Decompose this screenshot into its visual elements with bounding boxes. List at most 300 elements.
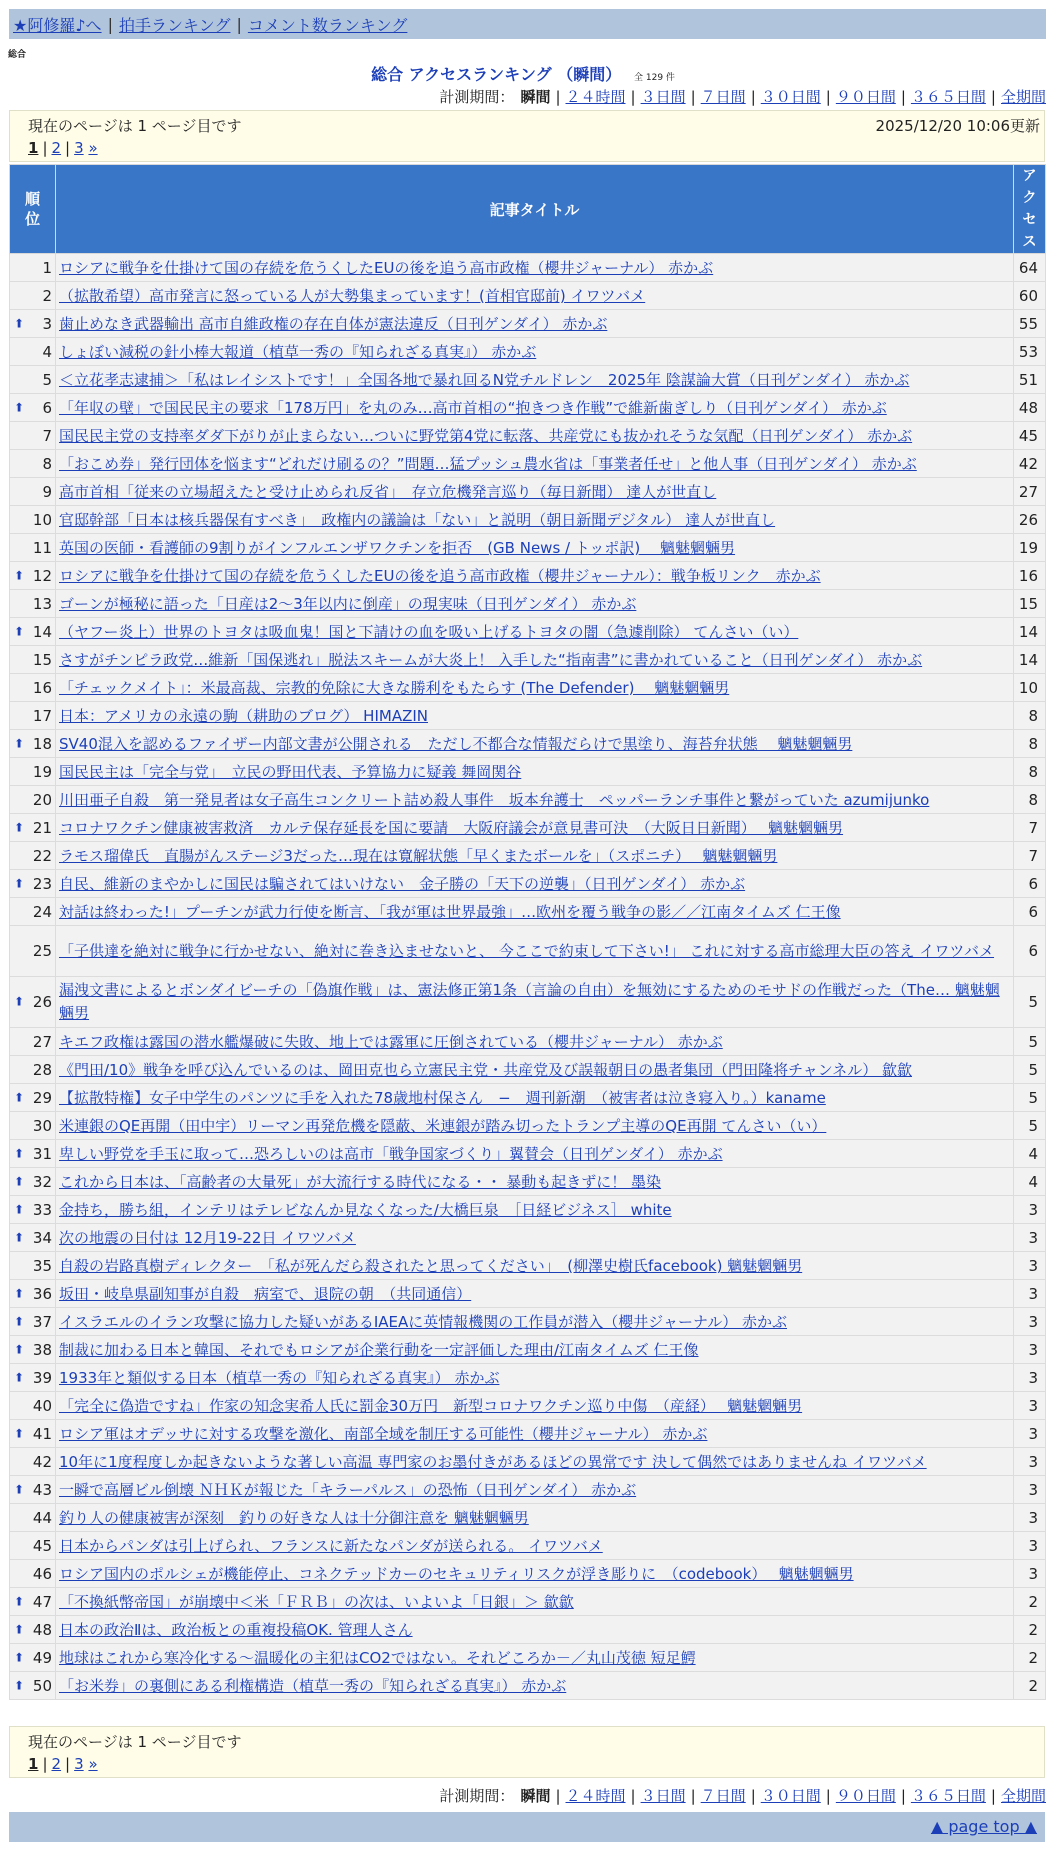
rank-cell [10, 842, 56, 870]
access-count: 48 [1014, 394, 1046, 422]
title-cell [56, 702, 1014, 730]
title-cell [56, 1280, 1014, 1308]
access-count: 3 [1014, 1196, 1046, 1224]
article-title-link[interactable]: 「子供達を絶対に戦争に行かせない、絶対に巻き込ませないと、 今ここで約束して下さい!」 これに対する高市総理大臣の答え イワツバメ [59, 941, 995, 960]
comment-ranking-link[interactable]: コメント数ランキング [247, 15, 408, 35]
period-separator: | [900, 1787, 906, 1805]
rank-cell [10, 786, 56, 814]
access-count: 3 [1014, 1308, 1046, 1336]
table-row [10, 394, 1046, 422]
article-title-link[interactable]: 対話は終わった!」プーチンが武力行使を断言、「我が軍は世界最強」…欧州を覆う戦争の影／／江南タイムズ 仁王像 [59, 903, 841, 921]
article-title-link[interactable]: 金持ち，勝ち組，インテリはテレビなんか見なくなった/大橋巨泉 ［日経ビジネス］ white [59, 1201, 672, 1219]
arrow-up-icon: ⬆ [14, 1369, 25, 1384]
period-link[interactable]: ３日間 [640, 1787, 686, 1805]
access-count: 3 [1014, 1224, 1046, 1252]
article-title-link[interactable]: コロナワクチン健康被害救済 カルテ保存延長を国に要請 大阪府議会が意見書可決 （大阪日日新聞） 魑魅魍魎男 [59, 819, 844, 837]
ranking-table [9, 164, 1046, 1700]
article-title-link[interactable]: 米連銀のQE再開（田中宇）リーマン再発危機を隠蔽、米連銀が踏み切ったトランプ主導のQE再開 てんさい（い） [59, 1117, 827, 1135]
period-link[interactable]: ２４時間 [565, 1787, 626, 1805]
title-cell [56, 450, 1014, 478]
access-count: 5 [1014, 1056, 1046, 1084]
title-cell [56, 618, 1014, 646]
rank-cell [10, 1364, 56, 1392]
access-count: 8 [1014, 730, 1046, 758]
rank-number: 6 [42, 398, 52, 417]
arrow-up-icon: ⬆ [14, 735, 25, 750]
table-row [10, 1112, 1046, 1140]
period-label: 計測期間： [439, 1787, 515, 1805]
arrow-up-icon: ⬆ [14, 819, 25, 834]
rank-number: 34 [32, 1228, 52, 1247]
arrow-up-icon: ⬆ [14, 1425, 25, 1440]
rank-cell [10, 730, 56, 758]
arrow-up-icon: ⬆ [14, 994, 25, 1009]
rank-number: 12 [32, 566, 52, 585]
table-row [10, 1140, 1046, 1168]
article-title-link[interactable]: ＜立花孝志逮捕＞「私はレイシストです！」全国各地で暴れ回るN党チルドレン 2025年 陰謀論大賞（日刊ゲンダイ） 赤かぶ [59, 371, 910, 389]
table-row [10, 786, 1046, 814]
title-cell [56, 1140, 1014, 1168]
pager-current-page[interactable]: 1 [28, 139, 39, 157]
updated-timestamp: 2025/12/20 10:06更新 [875, 117, 1040, 135]
rank-number: 15 [32, 650, 52, 669]
article-title-link[interactable]: 自殺の岩路真樹ディレクター 「私が死んだら殺されたと思ってください」 (柳澤史樹氏facebook) 魑魅魍魎男 [59, 1257, 803, 1275]
rank-cell [10, 534, 56, 562]
period-separator: | [690, 88, 696, 106]
article-title-link[interactable]: 自民、維新のまやかしに国民は騙されてはいけない 金子勝の「天下の逆襲」（日刊ゲンダイ） 赤かぶ [59, 875, 746, 893]
access-count: 14 [1014, 618, 1046, 646]
rank-cell [10, 422, 56, 450]
rank-cell [10, 1308, 56, 1336]
access-count: 3 [1014, 1420, 1046, 1448]
period-separator: | [750, 1787, 756, 1805]
page-info-top [9, 110, 1045, 162]
rank-number: 29 [32, 1088, 52, 1107]
rank-number: 3 [42, 314, 52, 333]
pager [28, 139, 98, 157]
rank-number: 4 [42, 342, 52, 361]
table-row [10, 926, 1046, 977]
rank-number: 39 [32, 1368, 52, 1387]
table-row [10, 1420, 1046, 1448]
title-cell [56, 254, 1014, 282]
rank-cell [10, 1168, 56, 1196]
rank-cell [10, 394, 56, 422]
period-link[interactable]: ９０日間 [835, 1787, 896, 1805]
access-count: 5 [1014, 1028, 1046, 1056]
article-title-link[interactable]: 「おこめ券」発行団体を悩ます“どれだけ刷るの？”問題…猛プッシュ農水省は「事業者任せ」と他人事（日刊ゲンダイ） 赤かぶ [59, 455, 917, 473]
article-title-link[interactable]: ロシアに戦争を仕掛けて国の存続を危うくしたEUの後を追う高市政権（櫻井ジャーナル） 赤かぶ [59, 259, 714, 277]
pager-next-link[interactable]: » [88, 1755, 98, 1773]
article-title-link[interactable]: ゴーンが極秘に語った「日産は2～3年以内に倒産」の現実味（日刊ゲンダイ） 赤かぶ [59, 595, 637, 613]
footer-bar [9, 1812, 1045, 1842]
title-cell [56, 1644, 1014, 1672]
article-title-link[interactable]: 川田亜子自殺 第一発見者は女子高生コンクリート詰め殺人事件 坂本弁護士 ペッパーランチ事件と繋がっていた azumijunko [59, 791, 930, 809]
table-row [10, 702, 1046, 730]
rank-cell [10, 1084, 56, 1112]
access-count: 3 [1014, 1532, 1046, 1560]
table-row [10, 450, 1046, 478]
page-top-link[interactable]: ▲ page top ▲ [930, 1817, 1037, 1836]
article-title-link[interactable]: 「年収の壁」で国民民主の要求「178万円」を丸のみ…高市首相の“抱きつき作戦”で維新歯ぎしり（日刊ゲンダイ） 赤かぶ [59, 399, 887, 417]
arrow-up-icon: ⬆ [14, 1621, 25, 1636]
article-title-link[interactable]: 一瞬で高層ビル倒壊 ＮＨＫが報じた「キラーパルス」の恐怖（日刊ゲンダイ） 赤かぶ [59, 1481, 637, 1499]
rank-number: 18 [32, 734, 52, 753]
article-title-link[interactable]: 日本からパンダは引上げられ、フランスに新たなパンダが送られる。 イワツバメ [59, 1537, 603, 1555]
rank-number: 43 [32, 1480, 52, 1499]
article-title-link[interactable]: 国民民主は「完全与党」 立民の野田代表、予算協力に疑義 舞岡関谷 [59, 763, 522, 781]
article-title-link[interactable]: イスラエルのイラン攻撃に協力した疑いがあるIAEAに英情報機関の工作員が潜入（櫻井ジャーナル） 赤かぶ [59, 1313, 787, 1331]
rank-number: 37 [32, 1312, 52, 1331]
pager-page-link[interactable]: 2 [51, 139, 62, 157]
table-row [10, 1616, 1046, 1644]
access-count: 6 [1014, 898, 1046, 926]
article-title-link[interactable]: これから日本は、「高齢者の大量死」が大流行する時代になる・・ 暴動も起きずに！ 墨染 [59, 1173, 662, 1191]
rank-cell [10, 310, 56, 338]
rank-cell [10, 977, 56, 1028]
article-title-link[interactable]: 「チェックメイト」：米最高裁、宗教的免除に大きな勝利をもたらす (The Defender) 魑魅魍魎男 [59, 679, 730, 697]
title-cell [56, 1224, 1014, 1252]
column-header-access: アクセス [1014, 165, 1046, 254]
top-nav-bar [9, 9, 1046, 39]
title-cell [56, 1168, 1014, 1196]
article-title-link[interactable]: 日本の政治Ⅱは、政治板との重複投稿OK. 管理人さん [59, 1621, 413, 1639]
access-count: 19 [1014, 534, 1046, 562]
title-cell [56, 977, 1014, 1028]
period-separator: | [630, 88, 636, 106]
table-row [10, 646, 1046, 674]
rank-cell [10, 1028, 56, 1056]
column-header-title: 記事タイトル [56, 165, 1014, 254]
access-count: 2 [1014, 1616, 1046, 1644]
rank-cell [10, 590, 56, 618]
rank-number: 1 [42, 258, 52, 277]
title-cell [56, 786, 1014, 814]
table-row [10, 1280, 1046, 1308]
table-row [10, 1364, 1046, 1392]
arrow-up-icon: ⬆ [14, 567, 25, 582]
article-title-link[interactable]: 英国の医師・看護師の9割りがインフルエンザワクチンを拒否 (GB News / トッポ訳) 魑魅魍魎男 [59, 539, 736, 557]
table-row [10, 1028, 1046, 1056]
arrow-up-icon: ⬆ [14, 1201, 25, 1216]
rank-number: 48 [32, 1620, 52, 1639]
title-cell [56, 1364, 1014, 1392]
rank-cell [10, 1448, 56, 1476]
period-separator: | [825, 1787, 831, 1805]
rank-number: 10 [32, 510, 52, 529]
title-cell [56, 1308, 1014, 1336]
access-count: 3 [1014, 1280, 1046, 1308]
article-title-link[interactable]: 「完全に偽造ですね」作家の知念実希人氏に罰金30万円 新型コロナワクチン巡り中傷 （産経） 魑魅魍魎男 [59, 1397, 803, 1415]
table-row [10, 618, 1046, 646]
table-row [10, 1196, 1046, 1224]
arrow-up-icon: ⬆ [14, 1285, 25, 1300]
category-label: 総合 [8, 50, 27, 60]
title-cell [56, 1112, 1014, 1140]
rank-number: 30 [32, 1116, 52, 1135]
pager-separator: | [42, 139, 48, 157]
article-title-link[interactable]: 《門田/10》戦争を呼び込んでいるのは、岡田克也ら立憲民主党・共産党及び誤報朝日の愚者集団（門田隆将チャンネル） 歙歙 [59, 1061, 913, 1079]
table-row [10, 898, 1046, 926]
period-link[interactable]: ７日間 [700, 88, 746, 106]
access-count: 64 [1014, 254, 1046, 282]
nav-separator: | [107, 14, 113, 34]
table-row [10, 1560, 1046, 1588]
article-title-link[interactable]: （拡散希望）高市発言に怒っている人が大勢集まっています！(首相官邸前) イワツバメ [59, 287, 646, 305]
rank-cell [10, 1280, 56, 1308]
rank-cell [10, 1112, 56, 1140]
article-title-link[interactable]: 高市首相「従来の立場超えたと受け止められ反省」 存立危機発言巡り（毎日新聞） 達人が世直し [59, 483, 717, 501]
current-page-text: 現在のページは 1 ページ目です [28, 1733, 242, 1751]
period-separator: | [990, 88, 996, 106]
rank-number: 9 [42, 482, 52, 501]
rank-number: 35 [32, 1256, 52, 1275]
article-title-link[interactable]: しょぼい減税の針小棒大報道（植草一秀の『知られざる真実』） 赤かぶ [59, 343, 537, 361]
rank-number: 33 [32, 1200, 52, 1219]
article-title-link[interactable]: 「お米券」の裏側にある利権構造（植草一秀の『知られざる真実』） 赤かぶ [59, 1677, 567, 1695]
access-count: 3 [1014, 1560, 1046, 1588]
rank-cell [10, 1196, 56, 1224]
title-cell [56, 1252, 1014, 1280]
article-title-link[interactable]: 歯止めなき武器輸出 高市自維政権の存在自体が憲法違反（日刊ゲンダイ） 赤かぶ [59, 315, 608, 333]
rank-number: 46 [32, 1564, 52, 1583]
rank-number: 45 [32, 1536, 52, 1555]
access-count: 7 [1014, 842, 1046, 870]
title-cell [56, 814, 1014, 842]
table-row [10, 1084, 1046, 1112]
rank-number: 40 [32, 1396, 52, 1415]
table-row [10, 282, 1046, 310]
rank-number: 11 [32, 538, 52, 557]
table-row [10, 977, 1046, 1028]
rank-cell [10, 898, 56, 926]
table-row [10, 814, 1046, 842]
title-cell [56, 478, 1014, 506]
access-count: 10 [1014, 674, 1046, 702]
article-title-link[interactable]: 漏洩文書によるとボンダイビーチの「偽旗作戦」は、憲法修正第1条（言論の自由）を無効にするためのモサドの作戦だった（The… 魑魅魍魎男 [59, 981, 1000, 1022]
table-row [10, 674, 1046, 702]
access-count: 4 [1014, 1140, 1046, 1168]
rank-cell [10, 926, 56, 977]
rank-cell [10, 506, 56, 534]
access-count: 27 [1014, 478, 1046, 506]
rank-cell [10, 1140, 56, 1168]
article-title-link[interactable]: 【拡散特権】女子中学生のパンツに手を入れた78歳地村保さん − 週刊新潮 （被害者は泣き寝入り。）kaname [59, 1089, 826, 1107]
article-title-link[interactable]: ロシアに戦争を仕掛けて国の存続を危うくしたEUの後を追う高市政権（櫻井ジャーナル）：戦争板リンク 赤かぶ [59, 567, 821, 585]
rank-cell [10, 1224, 56, 1252]
pager-separator: | [65, 1755, 71, 1773]
pager-page-link[interactable]: 3 [74, 139, 84, 157]
article-title-link[interactable]: （ヤフー炎上）世界のトヨタは吸血鬼！国と下請けの血を吸い上げるトヨタの闇（急遽削除） てんさい（い） [59, 623, 799, 641]
rank-number: 27 [32, 1032, 52, 1051]
access-count: 6 [1014, 926, 1046, 977]
table-row [10, 1224, 1046, 1252]
access-count: 45 [1014, 422, 1046, 450]
article-title-link[interactable]: さすがチンピラ政党…維新「国保逃れ」脱法スキームが大炎上！ 入手した“指南書”に書かれていること（日刊ゲンダイ） 赤かぶ [59, 651, 923, 669]
access-count: 8 [1014, 786, 1046, 814]
access-count: 26 [1014, 506, 1046, 534]
rank-cell [10, 814, 56, 842]
rank-cell [10, 1420, 56, 1448]
access-count: 3 [1014, 1364, 1046, 1392]
article-title-link[interactable]: 1933年と類似する日本（植草一秀の『知られざる真実』） 赤かぶ [59, 1369, 500, 1387]
rank-number: 19 [32, 762, 52, 781]
rank-number: 14 [32, 622, 52, 641]
article-title-link[interactable]: 制裁に加わる日本と韓国、それでもロシアが企業行動を一定評価した理由/江南タイムズ 仁王像 [59, 1341, 699, 1359]
table-row [10, 1504, 1046, 1532]
access-count: 8 [1014, 702, 1046, 730]
rank-cell [10, 1672, 56, 1700]
table-row [10, 1588, 1046, 1616]
rank-number: 28 [32, 1060, 52, 1079]
rank-number: 26 [32, 992, 52, 1011]
arrow-up-icon: ⬆ [14, 1173, 25, 1188]
rank-number: 44 [32, 1508, 52, 1527]
article-title-link[interactable]: 釣り人の健康被害が深刻 釣りの好きな人は十分御注意を 魑魅魍魎男 [59, 1509, 529, 1527]
access-count: 6 [1014, 870, 1046, 898]
title-cell [56, 366, 1014, 394]
pager-next-link[interactable]: » [88, 139, 98, 157]
period-separator: | [990, 1787, 996, 1805]
article-title-link[interactable]: ロシア国内のポルシェが機能停止、コネクテッドカーのセキュリティリスクが浮き彫りに （codebook） 魑魅魍魎男 [59, 1565, 854, 1583]
arrow-up-icon: ⬆ [14, 315, 25, 330]
article-title-link[interactable]: ロシア軍はオデッサに対する攻撃を激化、南部全域を制圧する可能性（櫻井ジャーナル） 赤かぶ [59, 1425, 708, 1443]
rank-number: 8 [42, 454, 52, 473]
title-cell [56, 1056, 1014, 1084]
access-count: 14 [1014, 646, 1046, 674]
access-count: 5 [1014, 1112, 1046, 1140]
article-title-link[interactable]: 国民民主党の支持率ダダ下がりが止まらない…ついに野党第4党に転落、共産党にも抜かれそうな気配（日刊ゲンダイ） 赤かぶ [59, 427, 913, 445]
title-cell [56, 282, 1014, 310]
article-title-link[interactable]: 卑しい野党を手玉に取って…恐ろしいのは高市「戦争国家づくり」翼賛会（日刊ゲンダイ） 赤かぶ [59, 1145, 723, 1163]
rank-cell [10, 1616, 56, 1644]
column-header-rank: 順位 [10, 165, 56, 254]
title-cell [56, 1420, 1014, 1448]
access-count: 2 [1014, 1672, 1046, 1700]
rank-number: 32 [32, 1172, 52, 1191]
period-link[interactable]: 全期間 [1000, 1787, 1046, 1805]
rank-number: 7 [42, 426, 52, 445]
period-link[interactable]: ３０日間 [760, 1787, 821, 1805]
period-link[interactable]: ２４時間 [565, 88, 626, 106]
rank-cell [10, 870, 56, 898]
page-heading [0, 62, 1046, 85]
article-title-link[interactable]: 地球はこれから寒冷化する〜温暖化の主犯はCO2ではない。それどころか－／丸山茂徳 短足鰐 [59, 1649, 696, 1667]
article-title-link[interactable]: キエフ政権は露国の潜水艦爆破に失敗、地上では露軍に圧倒されている（櫻井ジャーナル） 赤かぶ [59, 1033, 723, 1051]
pager-current-page[interactable]: 1 [28, 1755, 39, 1773]
table-row [10, 870, 1046, 898]
rank-cell [10, 702, 56, 730]
table-row [10, 1392, 1046, 1420]
period-link[interactable]: 全期間 [1000, 88, 1046, 106]
title-cell [56, 926, 1014, 977]
rank-number: 21 [32, 818, 52, 837]
title-cell [56, 1448, 1014, 1476]
table-row [10, 254, 1046, 282]
rank-number: 5 [42, 370, 52, 389]
home-link[interactable]: ★阿修羅♪へ [13, 15, 102, 35]
access-count: 60 [1014, 282, 1046, 310]
pager-page-link[interactable]: 3 [74, 1755, 84, 1773]
article-title-link[interactable]: 次の地震の日付は 12月19-22日 イワツバメ [59, 1229, 356, 1247]
table-row [10, 1532, 1046, 1560]
access-count: 2 [1014, 1644, 1046, 1672]
table-row [10, 1308, 1046, 1336]
rank-cell [10, 338, 56, 366]
title-cell [56, 1196, 1014, 1224]
access-count: 4 [1014, 1168, 1046, 1196]
arrow-up-icon: ⬆ [14, 1649, 25, 1664]
period-link[interactable]: ７日間 [700, 1787, 746, 1805]
rank-number: 49 [32, 1648, 52, 1667]
period-separator: | [630, 1787, 636, 1805]
article-title-link[interactable]: 「不換紙幣帝国」が崩壊中＜米「ＦＲＢ」の次は、いよいよ「日銀」＞ 歙歙 [59, 1593, 574, 1611]
title-cell [56, 1476, 1014, 1504]
article-title-link[interactable]: SV40混入を認めるファイザー内部文書が公開される ただし不都合な情報だらけで黒塗り、海苔弁状態 魑魅魍魎男 [59, 735, 853, 753]
period-selector-top [439, 86, 1046, 108]
pager-separator: | [65, 139, 71, 157]
period-label: 計測期間： [439, 88, 515, 106]
period-link[interactable]: ３日間 [640, 88, 686, 106]
rank-number: 47 [32, 1592, 52, 1611]
rank-number: 25 [32, 941, 52, 960]
period-link[interactable]: ３６５日間 [910, 1787, 986, 1805]
period-link[interactable]: ３０日間 [760, 88, 821, 106]
period-current: 瞬間 [520, 88, 551, 106]
pager-separator: | [42, 1755, 48, 1773]
period-link[interactable]: ９０日間 [835, 88, 896, 106]
rank-number: 16 [32, 678, 52, 697]
title-cell [56, 1336, 1014, 1364]
rank-number: 22 [32, 846, 52, 865]
rank-cell [10, 282, 56, 310]
article-title-link[interactable]: 日本：アメリカの永遠の駒（耕助のブログ） HIMAZIN [59, 707, 428, 725]
rank-cell [10, 1056, 56, 1084]
arrow-up-icon: ⬆ [14, 1229, 25, 1244]
period-current: 瞬間 [520, 1787, 551, 1805]
access-count: 3 [1014, 1336, 1046, 1364]
rank-number: 17 [32, 706, 52, 725]
rank-cell [10, 646, 56, 674]
rank-number: 20 [32, 790, 52, 809]
table-row [10, 422, 1046, 450]
article-title-link[interactable]: 官邸幹部「日本は核兵器保有すべき」 政権内の議論は「ない」と説明（朝日新聞デジタル） 達人が世直し [59, 511, 776, 529]
current-page-text: 現在のページは 1 ページ目です [28, 117, 242, 135]
rank-number: 23 [32, 874, 52, 893]
rank-number: 2 [42, 286, 52, 305]
article-title-link[interactable]: 坂田・岐阜県副知事が自殺 病室で、退院の朝 （共同通信） [59, 1285, 472, 1303]
rank-number: 24 [32, 902, 52, 921]
table-row [10, 506, 1046, 534]
rank-number: 50 [32, 1676, 52, 1695]
table-row [10, 1252, 1046, 1280]
article-title-link[interactable]: 10年に1度程度しか起きないような著しい高温 専門家のお墨付きがあるほどの異常です 決して偶然ではありませんね イワツバメ [59, 1453, 927, 1471]
rank-cell [10, 1532, 56, 1560]
applause-ranking-link[interactable]: 拍手ランキング [118, 15, 231, 35]
article-title-link[interactable]: ラモス瑠偉氏 直腸がんステージ3だった…現在は寛解状態「早くまたボールを」（スポニチ） 魑魅魍魎男 [59, 847, 778, 865]
pager-page-link[interactable]: 2 [51, 1755, 62, 1773]
period-link[interactable]: ３６５日間 [910, 88, 986, 106]
rank-cell [10, 366, 56, 394]
period-separator: | [825, 88, 831, 106]
table-row [10, 1476, 1046, 1504]
title-cell [56, 1392, 1014, 1420]
access-count: 3 [1014, 1252, 1046, 1280]
access-count: 16 [1014, 562, 1046, 590]
rank-cell [10, 562, 56, 590]
rank-cell [10, 254, 56, 282]
title-cell [56, 1616, 1014, 1644]
